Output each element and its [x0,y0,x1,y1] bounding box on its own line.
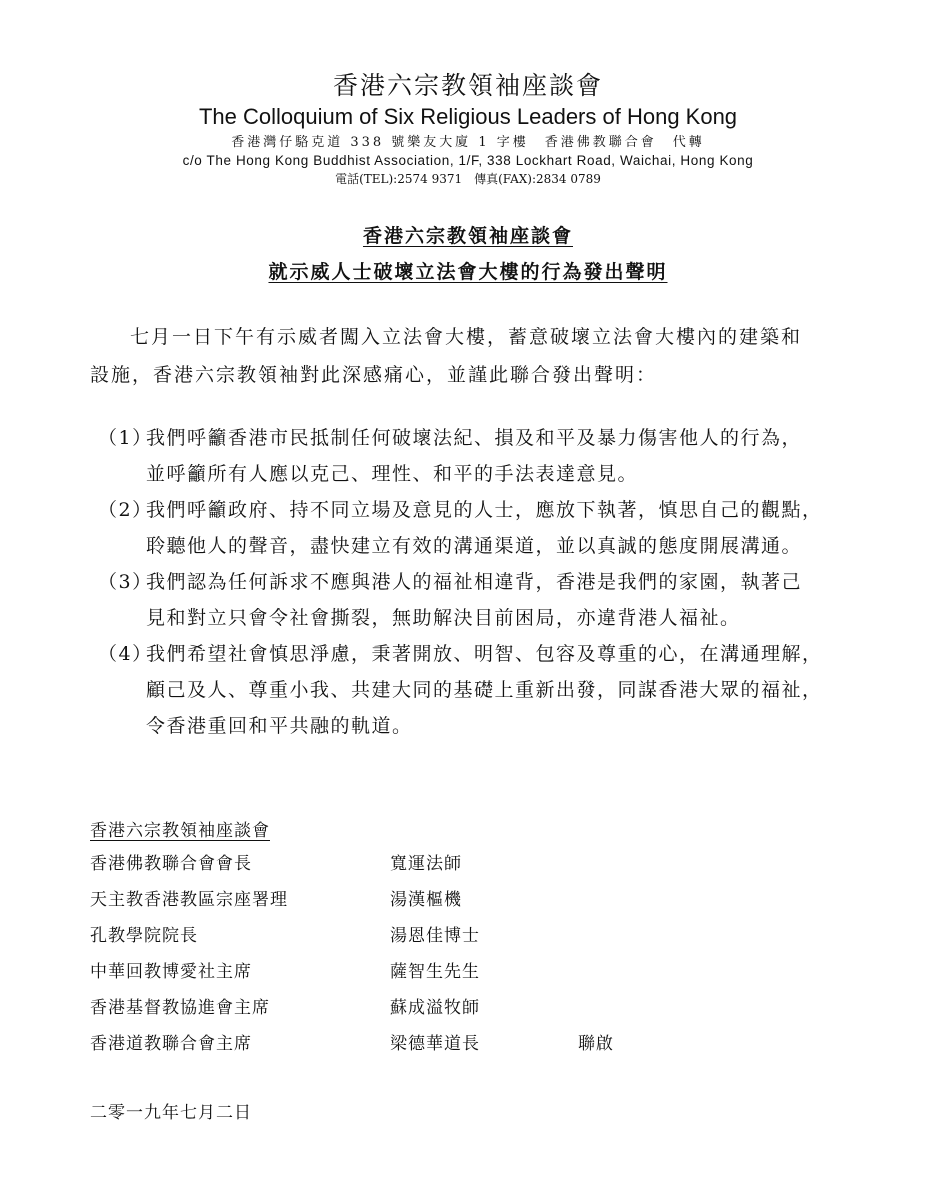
signatory-row [90,990,850,1026]
point-number: （3） [98,571,153,593]
point-3 [98,564,888,636]
signatory-role: 孔教學院院長 [90,926,198,946]
point-4 [98,636,888,744]
title-line-1: 香港六宗教領袖座談會 [362,225,573,247]
joint-signoff: 聯啟 [578,1034,614,1054]
signatory-row [90,1026,850,1062]
point-line: 並呼籲所有人應以克己、理性、和平的手法表達意見。 [146,463,639,485]
intro-line-2: 設施，香港六宗教領袖對此深感痛心，並謹此聯合發出聲明： [90,364,658,386]
address-zh: 香港灣仔駱克道 338 號樂友大廈 1 字樓 香港佛教聯合會 代轉 [231,135,705,150]
signatory-row [90,846,850,882]
point-line: 我們呼籲香港市民抵制任何破壞法紀、損及和平及暴力傷害他人的行為， [146,427,803,449]
signatory-role: 香港基督教協進會主席 [90,998,270,1018]
address-en: c/o The Hong Kong Buddhist Association, 1/F, 338 Lockhart Road, Waichai, Hong Kong [182,153,754,168]
signatory-name: 寬運法師 [390,854,462,874]
org-name-zh: 香港六宗教領袖座談會 [332,71,603,100]
signatory-row [90,918,850,954]
point-line: 我們呼籲政府、持不同立場及意見的人士，應放下執著，慎思自己的觀點， [146,499,823,521]
signatory-role: 香港佛教聯合會會長 [90,854,252,874]
intro-paragraph [90,318,850,394]
phone-fax: 電話(TEL):2574 9371 傳真(FAX):2834 0789 [335,172,601,186]
point-2 [98,492,888,564]
signatory-name: 蘇成溢牧師 [390,998,480,1018]
signatory-name: 梁德華道長 [390,1034,480,1054]
signatories-heading: 香港六宗教領袖座談會 [90,821,270,841]
point-line: 我們認為任何訴求不應與港人的福祉相違背，香港是我們的家園，執著己 [146,571,803,593]
point-number: （1） [98,427,153,449]
point-line: 見和對立只會令社會撕裂，無助解決目前困局，亦違背港人福祉。 [146,607,741,629]
statement-points [98,420,888,744]
org-name-en: The Colloquium of Six Religious Leaders of Hong Kong [198,104,738,129]
point-number: （2） [98,499,153,521]
statement-date: 二零一九年七月二日 [90,1103,252,1123]
point-line: 我們希望社會慎思淨慮，秉著開放、明智、包容及尊重的心，在溝通理解， [146,643,823,665]
signatory-role: 中華回教博愛社主席 [90,962,252,982]
intro-line-1: 七月一日下午有示威者闖入立法會大樓，蓄意破壞立法會大樓內的建築和 [130,326,803,348]
signatory-role: 天主教香港教區宗座署理 [90,890,288,910]
point-line: 聆聽他人的聲音，盡快建立有效的溝通渠道，並以真誠的態度開展溝通。 [146,535,803,557]
signatory-name: 湯恩佳博士 [390,926,480,946]
signatory-name: 湯漢樞機 [390,890,462,910]
signatory-row [90,882,850,918]
statement-title [0,218,936,290]
signatory-role: 香港道教聯合會主席 [90,1034,252,1054]
signatories [90,816,850,1062]
signatory-row [90,954,850,990]
point-1 [98,420,888,492]
signatory-name: 薩智生先生 [390,962,480,982]
point-line: 令香港重回和平共融的軌道。 [146,715,413,737]
point-number: （4） [98,643,153,665]
letterhead [0,70,936,188]
title-line-2: 就示威人士破壞立法會大樓的行為發出聲明 [268,261,668,283]
point-line: 顧己及人、尊重小我、共建大同的基礎上重新出發，同謀香港大眾的福祉， [146,679,823,701]
